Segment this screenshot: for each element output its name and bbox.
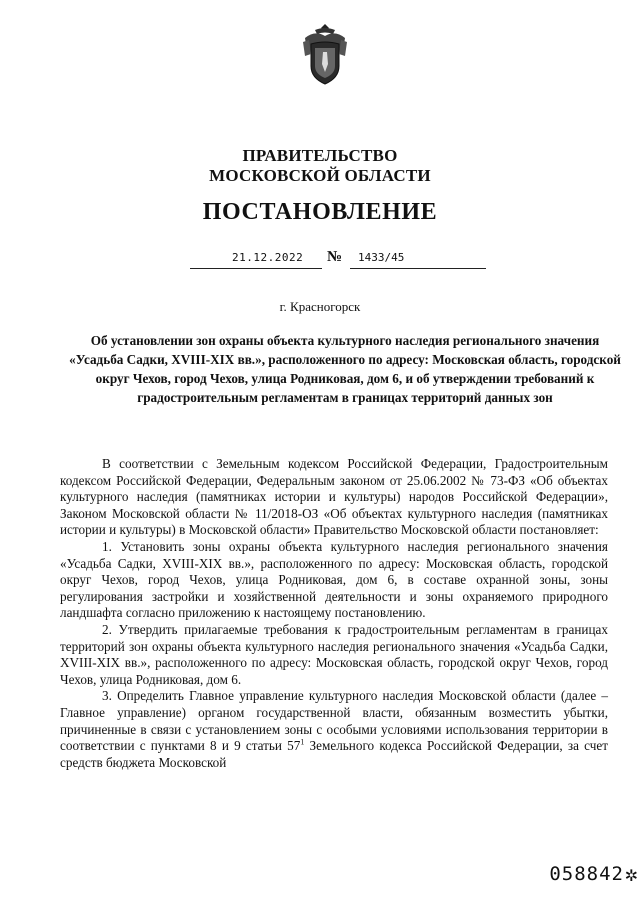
decree-body xyxy=(60,456,608,771)
number-sign: № xyxy=(327,249,343,265)
decree-title: Об установлении зон охраны объекта культурного наследия регионального значения «Усадьба Садки, XVIII-XIX вв.», расположенного по адресу: Московская область, городской округ Чехов, город Чехов, улица Родниковая, дом 6, и об утверждении требований к градостроительным регламентам в границах территорий данных зон xyxy=(69,333,621,405)
date-underline xyxy=(190,268,322,269)
serial-number: 058842 xyxy=(549,863,624,885)
government-name-line1: ПРАВИТЕЛЬСТВО xyxy=(242,146,398,165)
number-underline xyxy=(350,268,486,269)
item-3-text-continued: Земельного кодекса Российской Федерации, за счет средств бюджета Московской xyxy=(60,738,608,770)
decree-number: 1433/45 xyxy=(358,251,405,264)
coat-of-arms-icon xyxy=(301,22,349,86)
government-name-line2: МОСКОВСКОЙ ОБЛАСТИ xyxy=(209,166,431,185)
date-number-line xyxy=(190,249,486,269)
city: г. Красногорск xyxy=(279,299,361,314)
document-type: ПОСТАНОВЛЕНИЕ xyxy=(202,199,438,225)
item-3-paragraph xyxy=(60,688,608,771)
item-3-superscript: 1 xyxy=(300,737,305,747)
decree-date: 21.12.2022 xyxy=(232,251,304,264)
preamble-paragraph: В соответствии с Земельным кодексом Российской Федерации, Градостроительным кодексом Российской Федерации, Федеральным законом от 25.06.2002 № 73-ФЗ «Об объектах культурного наследия (памятниках истории и культуры) народов Российской Федерации», Законом Московской области № 11/2018-ОЗ «Об объектах культурного наследия (памятниках истории и культуры) в Московской области» Правительство Московской области постановляет: xyxy=(60,456,608,538)
item-3-text: 3. Определить Главное управление культурного наследия Московской области (далее – Главное управление) органом государственной власти, обязанным возместить убытки, причиненные в связи с установлением зоны с особыми условиями использования территории в соответствии с пунктами 8 и 9 статьи 57 xyxy=(60,688,608,754)
item-1-paragraph: 1. Установить зоны охраны объекта культурного наследия регионального значения «Усадьба Садки, XVIII-XIX вв.», расположенного по адресу: Московская область, городской округ Чехов, город Чехов, улица Родниковая, дом 6, в составе охранной зоны, зоны регулирования застройки и хозяйственной деятельности и зоны охраняемого природного ландшафта согласно приложению к настоящему постановлению. xyxy=(60,538,608,621)
star-mark-icon: ✲ xyxy=(624,868,638,885)
item-2-paragraph: 2. Утвердить прилагаемые требования к градостроительным регламентам в границах территорий зон охраны объекта культурного наследия регионального значения «Усадьба Садки, XVIII-XIX вв.», расположенного по адресу: Московская область, городской округ Чехов, город Чехов, улица Родниковая, дом 6. xyxy=(60,621,608,687)
